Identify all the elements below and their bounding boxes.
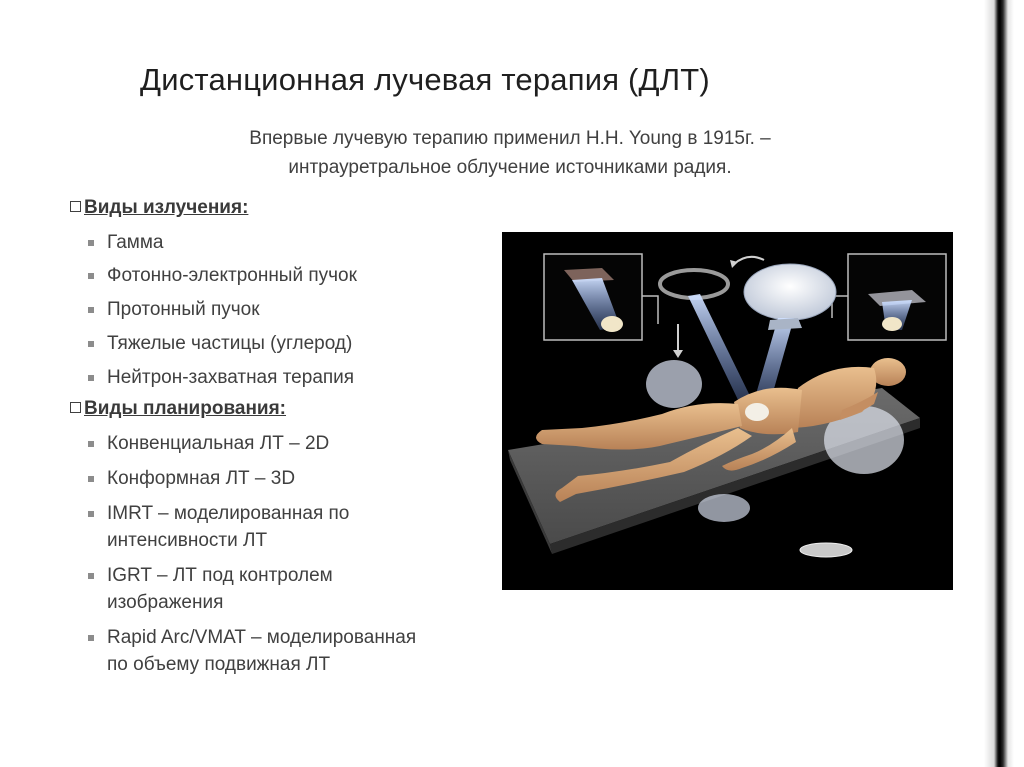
radiotherapy-illustration-svg: [502, 232, 953, 590]
list-item: IGRT – ЛТ под контролем изображения: [88, 562, 333, 616]
square-bullet-icon: [88, 273, 94, 279]
square-bullet-icon: [88, 240, 94, 246]
square-bullet-icon: [88, 511, 94, 517]
subtitle-line-1: Впервые лучевую терапию применил H.H. Young в 1915г. –: [249, 128, 771, 149]
page-edge-shadow: [984, 0, 1024, 767]
list-item: Конвенциальная ЛТ – 2D: [88, 430, 329, 457]
checkbox-bullet-icon: [70, 201, 81, 212]
slide-title: Дистанционная лучевая терапия (ДЛТ): [140, 62, 710, 97]
square-bullet-icon: [88, 341, 94, 347]
list-item: Фотонно-электронный пучок: [88, 262, 357, 289]
inset-left: [544, 254, 658, 340]
list-item: IMRT – моделированная по интенсивности ЛТ: [88, 500, 349, 554]
section-heading-radiation-types: Виды излучения:: [70, 197, 248, 219]
list-item: Конформная ЛТ – 3D: [88, 465, 295, 492]
square-bullet-icon: [88, 573, 94, 579]
square-bullet-icon: [88, 635, 94, 641]
checkbox-bullet-icon: [70, 402, 81, 413]
square-bullet-icon: [88, 476, 94, 482]
list-item: Гамма: [88, 229, 163, 256]
square-bullet-icon: [88, 307, 94, 313]
radiotherapy-illustration: [502, 232, 953, 590]
list-item: Нейтрон-захватная терапия: [88, 364, 354, 391]
list-item: Rapid Arc/VMAT – моделированная по объему подвижная ЛТ: [88, 624, 416, 678]
inset-right: [832, 254, 946, 340]
list-item: Тяжелые частицы (углерод): [88, 330, 352, 357]
square-bullet-icon: [88, 375, 94, 381]
section-heading-planning-types: Виды планирования:: [70, 398, 286, 420]
square-bullet-icon: [88, 441, 94, 447]
list-item: Протонный пучок: [88, 296, 260, 323]
subtitle-line-2: интрауретральное облучение источниками радия.: [288, 157, 732, 178]
slide-subtitle: [160, 124, 860, 182]
